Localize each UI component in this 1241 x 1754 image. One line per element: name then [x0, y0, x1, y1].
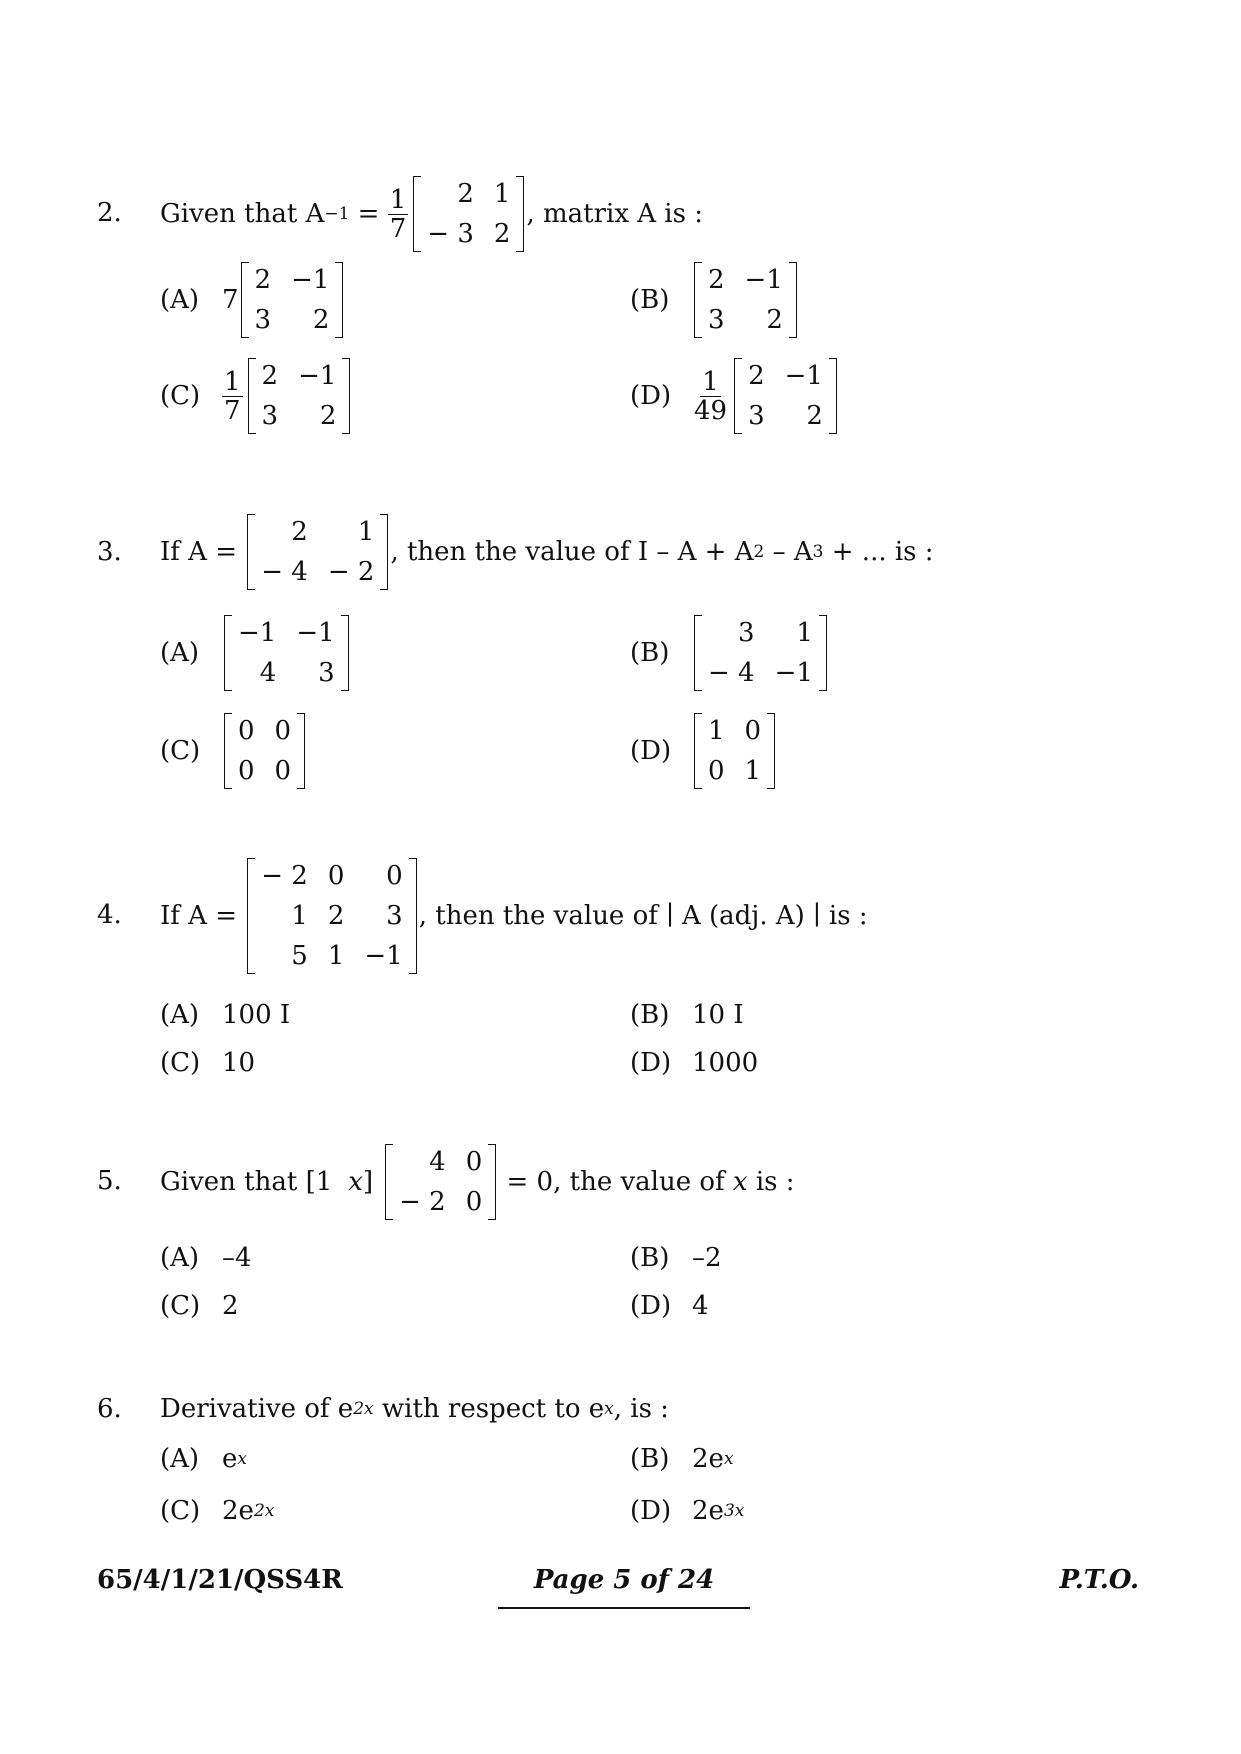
fraction: $\frac{1}{7}$: [389, 184, 407, 244]
question-text: If A = − 2 0 0 1 2 3 5 1 −1 , then the value of ∣ A (adj. A) ∣ is :: [160, 858, 868, 974]
question-text: If A = 2 1 − 4 − 2 , then the value of I – A + A 2 – A 3 + ... is :: [160, 514, 934, 590]
option-d[interactable]: (D) 1000: [630, 1048, 759, 1078]
matrix: 2 −1 3 2: [241, 262, 344, 338]
question-text: Derivative of e 2x with respect to e x , is :: [160, 1394, 669, 1424]
option-b[interactable]: (B) 2 −1 3 2: [630, 262, 799, 338]
question-number: 5.: [97, 1166, 122, 1196]
matrix: 3 1 − 4 −1: [694, 615, 827, 691]
matrix: 0 0 0 0: [224, 713, 305, 789]
option-d[interactable]: (D) 1 0 0 1: [630, 713, 777, 789]
pto-label: P.T.O.: [1059, 1565, 1139, 1595]
option-d[interactable]: (D) 2e 3x: [630, 1496, 745, 1526]
paper-code: 65/4/1/21/QSS4R: [97, 1565, 343, 1595]
option-c[interactable]: (C) $\frac{1}{7}$ 2 −1 3 2: [160, 358, 352, 434]
matrix: 2 −1 3 2: [248, 358, 351, 434]
option-a[interactable]: (A) 100 I: [160, 1000, 291, 1030]
matrix: 2 −1 3 2: [694, 262, 797, 338]
option-a[interactable]: (A) 7 2 −1 3 2: [160, 262, 345, 338]
option-a[interactable]: (A) e x: [160, 1444, 247, 1474]
option-c[interactable]: (C) 0 0 0 0: [160, 713, 307, 789]
option-c[interactable]: (C) 2e 2x: [160, 1496, 275, 1526]
question-number: 6.: [97, 1394, 122, 1424]
page-number: Page 5 of 24: [498, 1565, 750, 1609]
matrix: 2 1 − 4 − 2: [247, 514, 388, 590]
matrix: 2 −1 3 2: [734, 358, 837, 434]
option-c[interactable]: (C) 2: [160, 1291, 239, 1321]
question-number: 3.: [97, 537, 122, 567]
question-text: Given that A −1 = $\frac{1}{7}$ 2 1 − 3 2 , matrix A is :: [160, 176, 703, 252]
question-number: 4.: [97, 900, 122, 930]
matrix: − 2 0 0 1 2 3 5 1 −1: [247, 858, 416, 974]
option-b[interactable]: (B) –2: [630, 1243, 722, 1273]
option-a[interactable]: (A) –4: [160, 1243, 252, 1273]
option-b[interactable]: (B) 3 1 − 4 −1: [630, 615, 829, 691]
option-a[interactable]: (A) −1 −1 4 3: [160, 615, 351, 691]
matrix: −1 −1 4 3: [224, 615, 349, 691]
option-b[interactable]: (B) 10 I: [630, 1000, 744, 1030]
matrix: 4 0 − 2 0: [385, 1144, 496, 1220]
question-text: Given that [1 x ] 4 0 − 2 0 = 0, the value of x is :: [160, 1144, 795, 1220]
option-d[interactable]: (D) 4: [630, 1291, 709, 1321]
matrix: 1 0 0 1: [694, 713, 775, 789]
question-number: 2.: [97, 198, 122, 228]
matrix: 2 1 − 3 2: [413, 176, 524, 252]
option-b[interactable]: (B) 2e x: [630, 1444, 734, 1474]
option-d[interactable]: (D) $\frac{1}{49}$ 2 −1 3 2: [630, 358, 839, 434]
option-c[interactable]: (C) 10: [160, 1048, 256, 1078]
